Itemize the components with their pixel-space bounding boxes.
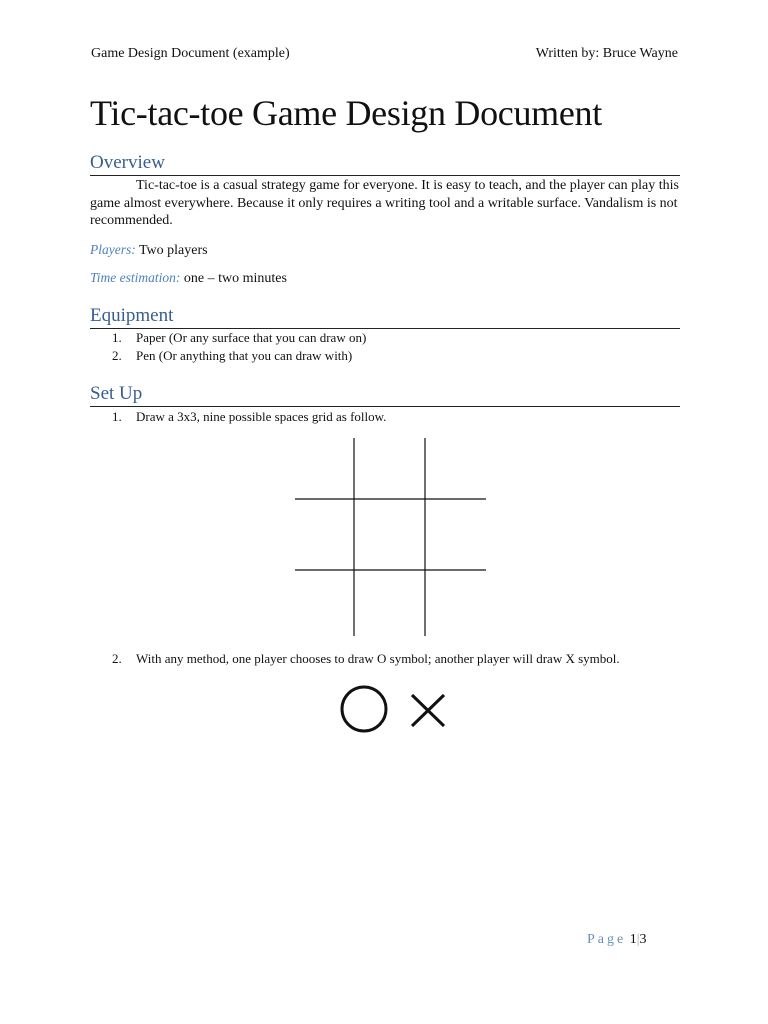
page-total: 3 [639,932,647,947]
page-separator: | [636,932,640,947]
list-item-text: Draw a 3x3, nine possible spaces grid as follow. [136,409,387,424]
players-label: Players: [90,242,136,257]
overview-paragraph: Tic-tac-toe is a casual strategy game for everyone. It is easy to teach, and the player can play this game almost everywhere. Because it only requires a writing tool and a writable surface. Vandalism is not recommended. [90,178,679,228]
list-item-text: Pen (Or anything that you can draw with) [136,348,353,363]
list-item-number: 2. [112,651,122,666]
page-current: 1 [629,932,637,947]
section-heading-overview: Overview [90,152,680,176]
time-estimation-value: one – two minutes [183,271,287,286]
section-heading-setup: Set Up [90,383,680,407]
header-author: Written by: Bruce Wayne [535,46,678,61]
list-item [112,348,352,364]
list-item-number: 1. [112,330,122,345]
tic-tac-toe-grid-figure [290,436,490,640]
page-footer [587,932,647,948]
players-line [90,242,208,259]
list-item-text: Paper (Or any surface that you can draw on) [136,330,367,345]
list-item-text: With any method, one player chooses to draw O symbol; another player will draw X symbol. [136,651,620,666]
list-item [112,330,366,346]
header-doc-title: Game Design Document (example) [91,46,290,61]
page-word: Page [587,932,627,947]
o-symbol-icon [342,687,386,731]
list-item [112,651,620,667]
o-x-symbols-figure [336,682,451,738]
time-estimation-label: Time estimation: [90,270,181,285]
time-estimation-line [90,270,287,287]
page-title: Tic-tac-toe Game Design Document [90,93,602,133]
list-item-number: 2. [112,348,122,363]
players-value: Two players [138,243,208,258]
section-heading-equipment: Equipment [90,305,680,329]
list-item-number: 1. [112,409,122,424]
list-item [112,409,386,425]
